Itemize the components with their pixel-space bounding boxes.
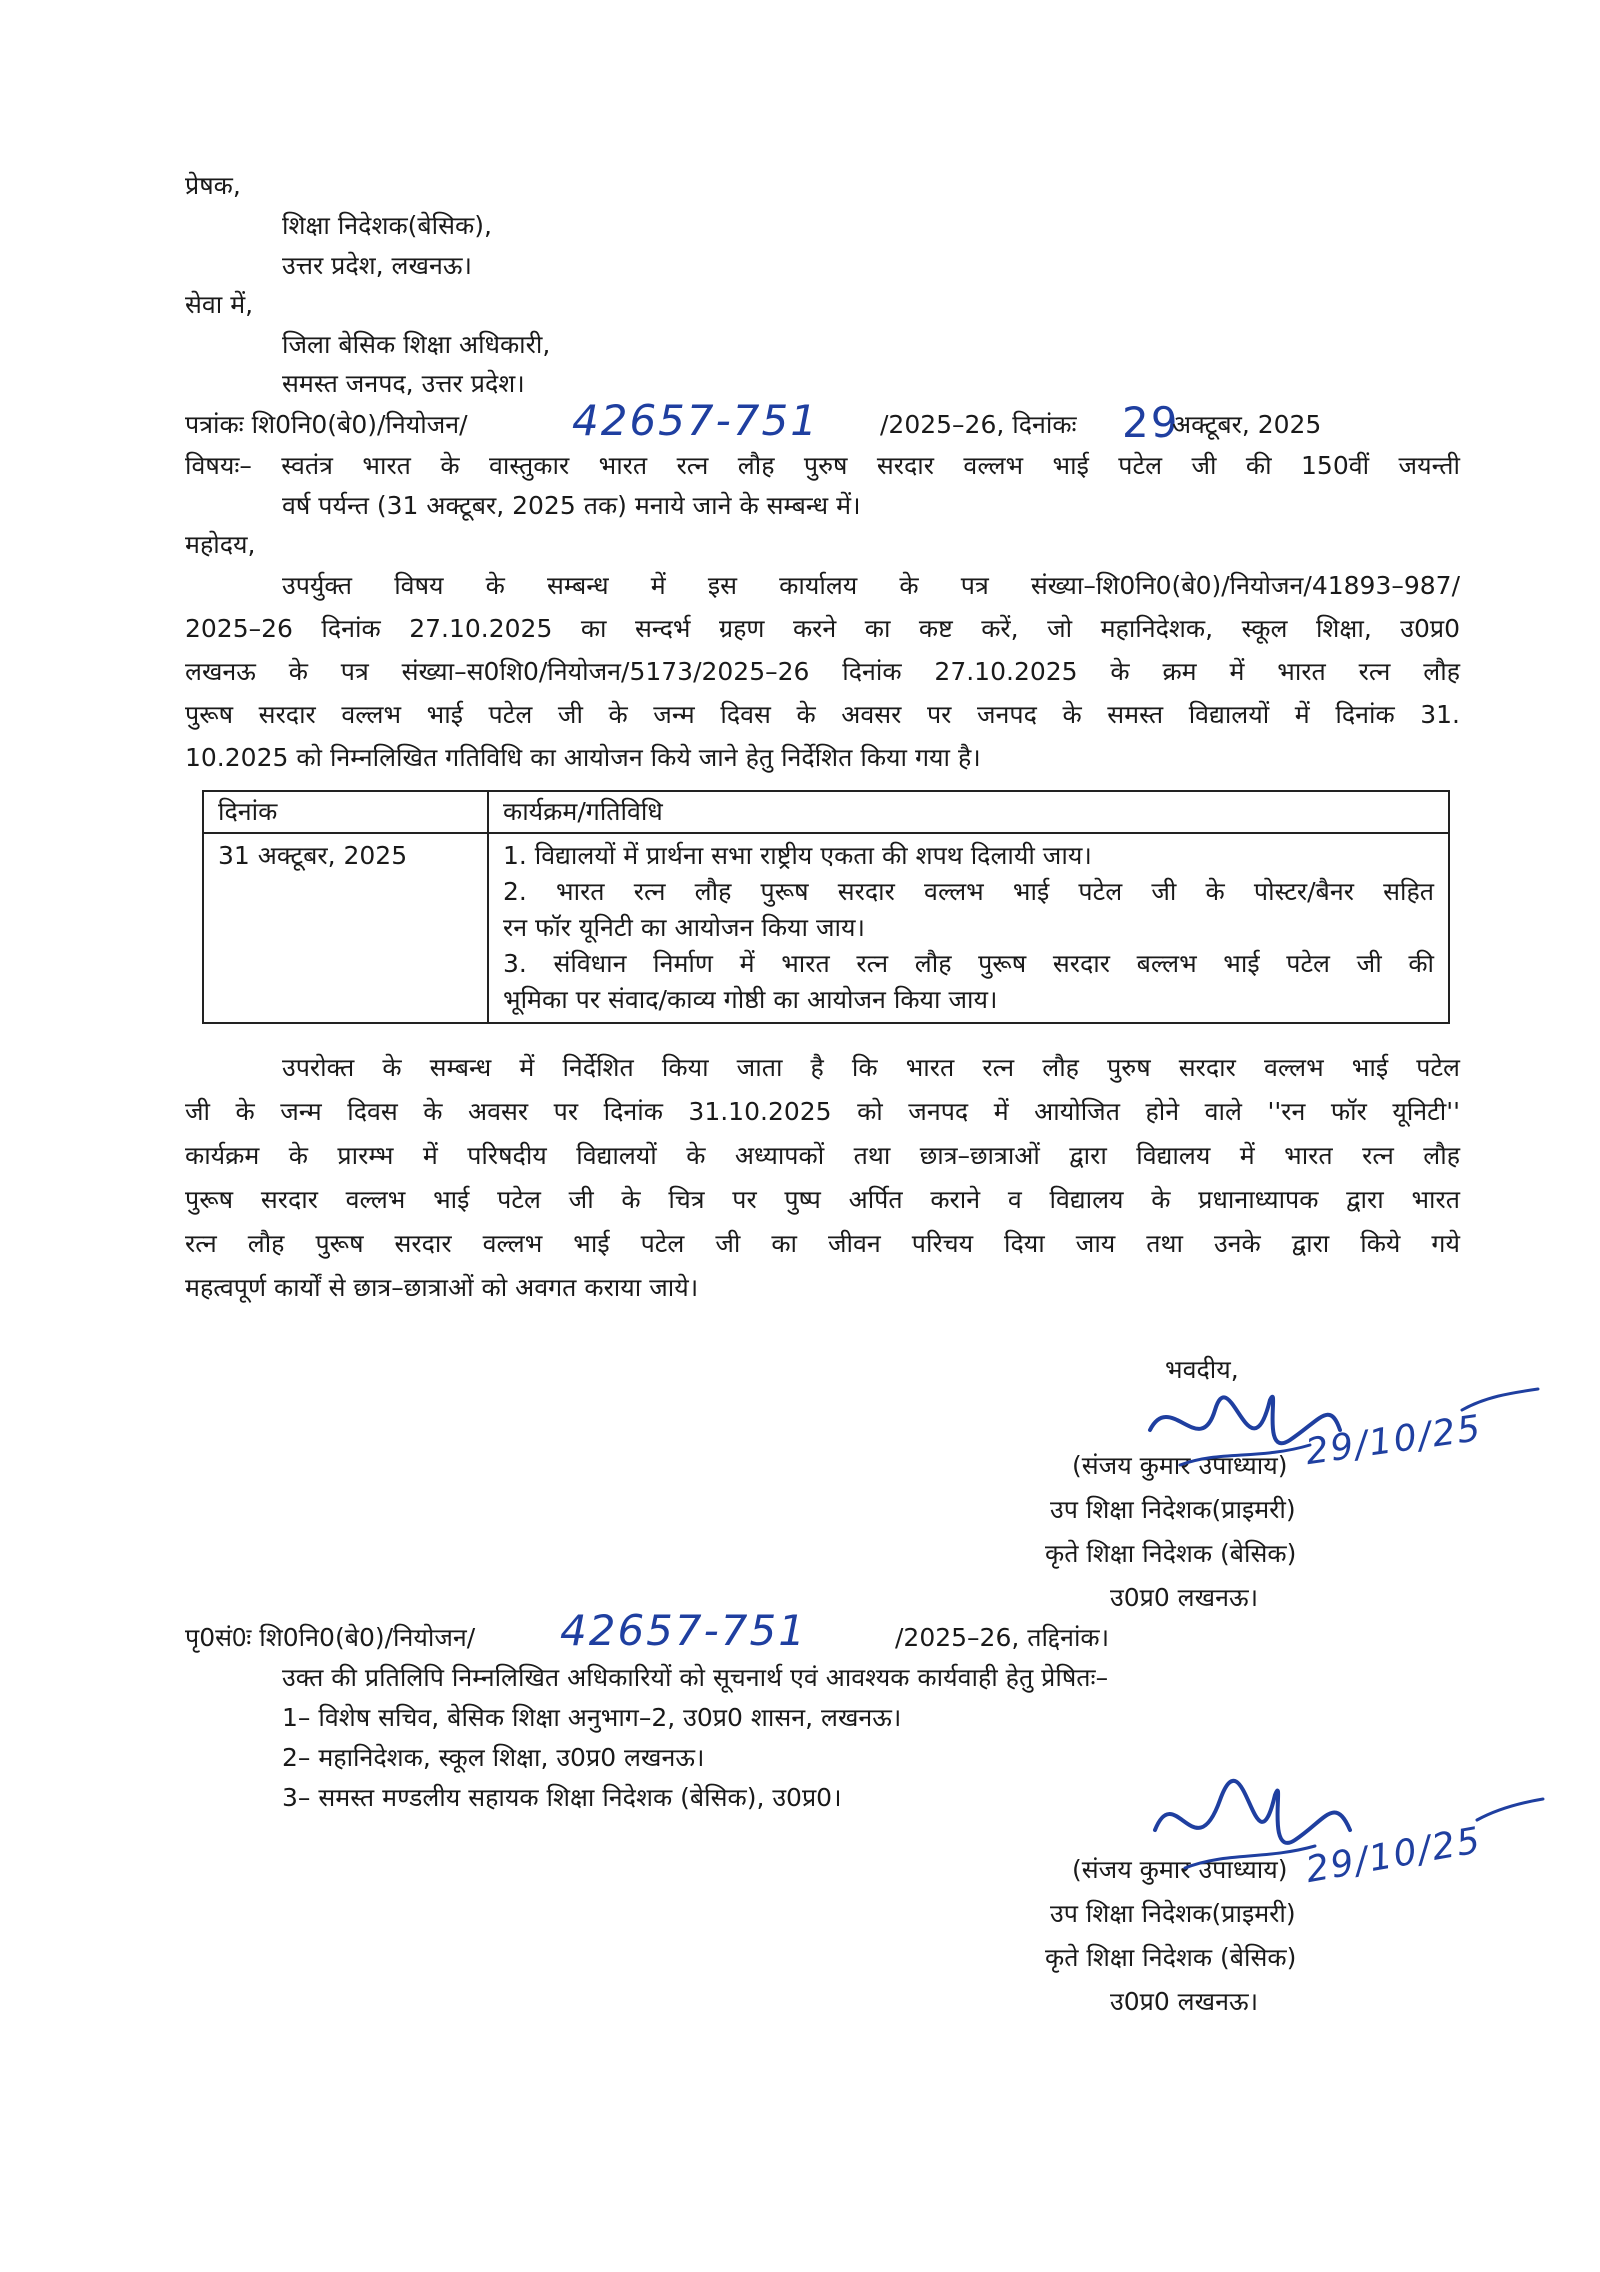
table-cell-activity [488,833,1449,1023]
signatory-place: उ0प्र0 लखनऊ। [1110,1987,1259,2016]
para1-line: उपर्युक्त विषय के सम्बन्ध में इस कार्यालय के पत्र संख्या–शि0नि0(बे0)/नियोजन/41893–987/ [282,571,1460,600]
para2-line: पुरूष सरदार वल्लभ भाई पटेल जी के चित्र पर पुष्प अर्पित कराने व विद्यालय के प्रधानाध्यापक द्वारा भारत [185,1185,1460,1214]
recipient-line1: जिला बेसिक शिक्षा अधिकारी, [282,330,551,359]
para2-line: महत्वपूर्ण कार्यों से छात्र–छात्राओं को अवगत कराया जाये। [185,1273,699,1302]
para2-line: रत्न लौह पुरूष सरदार वल्लभ भाई पटेल जी का जीवन परिचय दिया जाय तथा उनके द्वारा किये गये [185,1229,1460,1258]
endorsement-item: 3– समस्त मण्डलीय सहायक शिक्षा निदेशक (बेसिक), उ0प्र0। [282,1783,842,1812]
closing: भवदीय, [1165,1355,1239,1384]
signature-stroke [1475,1795,1545,1825]
table-header-activity: कार्यक्रम/गतिविधि [488,791,1449,833]
reference-suffix: अक्टूबर, 2025 [1172,410,1322,439]
endorsement-item: 1– विशेष सचिव, बेसिक शिक्षा अनुभाग–2, उ0प्र0 शासन, लखनऊ। [282,1703,902,1732]
activity-line: 3. संविधान निर्माण में भारत रत्न लौह पुरूष सरदार बल्लभ भाई पटेल जी की [503,949,1434,978]
recipient-label: सेवा में, [185,290,254,319]
subject-line2: वर्ष पर्यन्त (31 अक्टूबर, 2025 तक) मनाये जाने के सम्बन्ध में। [282,491,861,520]
para1-line: लखनऊ के पत्र संख्या–स0शि0/नियोजन/5173/2025–26 दिनांक 27.10.2025 के क्रम में भारत रत्न लौह [185,657,1460,686]
endorsement-item: 2– महानिदेशक, स्कूल शिक्षा, उ0प्र0 लखनऊ। [282,1743,705,1772]
subject-line1: विषयः– स्वतंत्र भारत के वास्तुकार भारत रत्न लौह पुरुष सरदार वल्लभ भाई पटेल जी की 150वीं जयन्ती [185,451,1460,480]
recipient-line2: समस्त जनपद, उत्तर प्रदेश। [282,369,525,398]
signatory-on-behalf: कृते शिक्षा निदेशक (बेसिक) [1045,1539,1297,1568]
signatory-place: उ0प्र0 लखनऊ। [1110,1583,1259,1612]
table-header-row [203,791,1449,833]
table-row [203,833,1449,1023]
activity-line: भूमिका पर संवाद/काव्य गोष्ठी का आयोजन किया जाय। [503,985,998,1014]
sender-line1: शिक्षा निदेशक(बेसिक), [282,211,492,240]
signatory-name: (संजय कुमार उपाध्याय) [1072,1855,1288,1884]
activity-line: रन फॉर यूनिटी का आयोजन किया जाय। [503,913,865,942]
para1-line: 10.2025 को निम्नलिखित गतिविधि का आयोजन किये जाने हेतु निर्देशित किया गया है। [185,743,981,772]
sender-label: प्रेषक, [185,171,241,200]
signature-stroke [1460,1385,1540,1415]
endorsement-prefix: पृ0सं0ः शि0नि0(बे0)/नियोजन/ [185,1623,476,1652]
para1-line: पुरूष सरदार वल्लभ भाई पटेल जी के जन्म दिवस के अवसर पर जनपद के समस्त विद्यालयों में दिनांक 31. [185,700,1460,729]
table-cell-date: 31 अक्टूबर, 2025 [203,833,488,1023]
para2-line: उपरोक्त के सम्बन्ध में निर्देशित किया जाता है कि भारत रत्न लौह पुरुष सरदार वल्लभ भाई पटेल [282,1053,1460,1082]
signature-date-handwritten: 29/10/25 [1302,1819,1485,1892]
signature-date-handwritten: 29/10/25 [1303,1407,1485,1474]
endorsement-suffix: /2025–26, तद्दिनांक। [895,1623,1110,1652]
activity-table [202,790,1450,1024]
endorsement-number-handwritten: 42657-751 [560,1606,807,1655]
activity-line: 2. भारत रत्न लौह पुरूष सरदार वल्लभ भाई पटेल जी के पोस्टर/बैनर सहित [503,877,1434,906]
reference-middle: /2025–26, दिनांकः [880,410,1077,439]
sender-line2: उत्तर प्रदेश, लखनऊ। [282,251,472,280]
signatory-on-behalf: कृते शिक्षा निदेशक (बेसिक) [1045,1943,1297,1972]
para1-line: 2025–26 दिनांक 27.10.2025 का सन्दर्भ ग्रहण करने का कष्ट करें, जो महानिदेशक, स्कूल शिक्षा, उ0प्र0 [185,614,1460,643]
reference-day-handwritten: 29 [1122,398,1180,447]
endorsement-intro: उक्त की प्रतिलिपि निम्नलिखित अधिकारियों को सूचनार्थ एवं आवश्यक कार्यवाही हेतु प्रेषितः– [282,1663,1109,1692]
table-header-date: दिनांक [203,791,488,833]
salutation: महोदय, [185,530,256,559]
activity-line: 1. विद्यालयों में प्रार्थना सभा राष्ट्रीय एकता की शपथ दिलायी जाय। [503,841,1092,870]
reference-number-handwritten: 42657-751 [572,396,819,445]
signatory-name: (संजय कुमार उपाध्याय) [1072,1451,1288,1480]
para2-line: कार्यक्रम के प्रारम्भ में परिषदीय विद्यालयों के अध्यापकों तथा छात्र–छात्राओं द्वारा विद्यालय में भारत रत्न लौह [185,1141,1460,1170]
signatory-designation: उप शिक्षा निदेशक(प्राइमरी) [1050,1495,1296,1524]
para2-line: जी के जन्म दिवस के अवसर पर दिनांक 31.10.2025 को जनपद में आयोजित होने वाले ''रन फॉर यूनिटी'' [185,1097,1460,1126]
reference-prefix: पत्रांकः शि0नि0(बे0)/नियोजन/ [185,410,468,439]
signatory-designation: उप शिक्षा निदेशक(प्राइमरी) [1050,1899,1296,1928]
